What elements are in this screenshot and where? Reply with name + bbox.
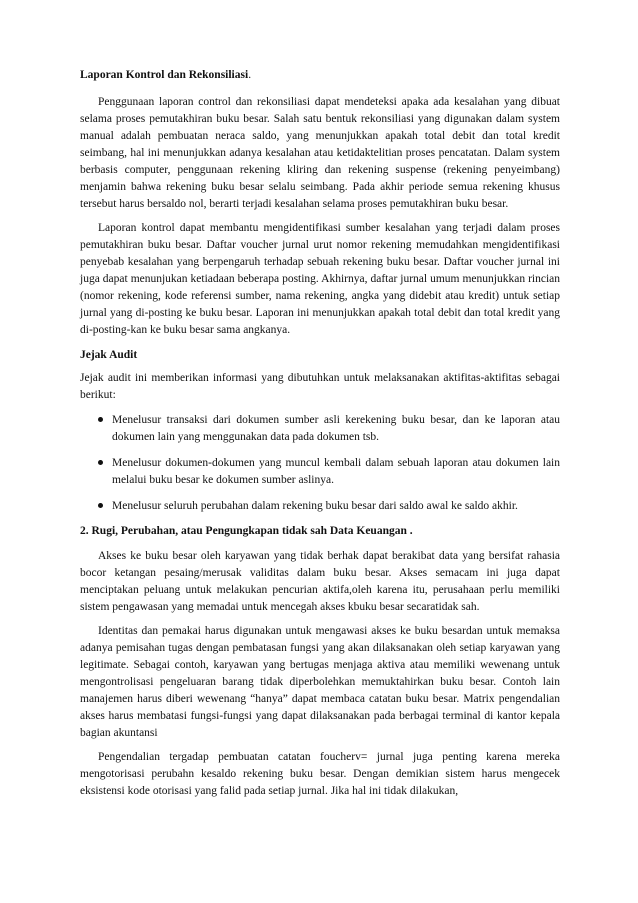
section-heading-rugi-perubahan: 2. Rugi, Perubahan, atau Pengungkapan tidak sah Data Keuangan . — [80, 525, 413, 537]
heading-period: . — [248, 69, 252, 81]
list-item-text: Menelusur seluruh perubahan dalam rekening buku besar dari saldo awal ke saldo akhir. — [112, 500, 518, 512]
bullet-icon — [98, 503, 103, 508]
section-heading-jejak-audit: Jejak Audit — [80, 349, 138, 361]
list-item — [80, 412, 560, 446]
paragraph: Penggunaan laporan control dan rekonsiliasi dapat mendeteksi apaka ada kesalahan yang dibuat selama proses pemutakhiran buku besar. Salah satu bentuk rekonsiliasi yang digunakan dalam system manual adalah pembuatan neraca saldo, yang menunjukkan apakah total debit dan total kredit seimbang, hal ini menunjukkan adanya kesalahan atau ketidaktelitian proses pencatatan. Dalam system berbasis computer, penggunaan rekening kliring dan rekening suspense (rekening penyeimbang) menjamin bahwa rekening buku besar selalu seimbang. Pada akhir periode semua rekening khusus tersebut harus bersaldo nol, berarti terjadi kesalahan selama proses pemutakhiran buku besar. — [80, 96, 560, 210]
paragraph: Jejak audit ini memberikan informasi yang dibutuhkan untuk melaksanakan aktifitas-aktifitas sebagai berikut: — [80, 372, 560, 401]
bullet-list — [80, 412, 560, 515]
heading-text: Laporan Kontrol dan Rekonsiliasi — [80, 69, 249, 81]
paragraph: Identitas dan pemakai harus digunakan untuk mengawasi akses ke buku besardan untuk memaksa adanya pemisahan tugas dengan pembatasan fungsi yang akan dilaksanakan oleh setiap karyawan yang legitimate. Sebagai contoh, karyawan yang bertugas menjaga aktiva atau memiliki wewenang untuk mengontrolisasi pengeluaran barang tidak diperbolehkan memuktahirkan buku besar. Contoh lain manajemen harus diberi wewenang “hanya” dapat membaca catatan buku besar. Matrix pengendalian akses harus membatasi fungsi-fungsi yang dapat dilaksanakan pada berbagai terminal di kantor kepala bagian akuntansi — [80, 625, 560, 739]
bullet-icon — [98, 460, 103, 465]
paragraph: Pengendalian tergadap pembuatan catatan foucherv= jurnal juga penting karena mereka mengotorisasi perubahn kesaldo rekening buku besar. Dengan demikian sistem harus mengecek eksistensi kode otorisasi yang falid pada setiap jurnal. Jika hal ini tidak dilakukan, — [80, 751, 560, 797]
list-item-text: Menelusur dokumen-dokumen yang muncul kembali dalam sebuah laporan atau dokumen lain melalui buku besar ke dokumen sumber aslinya. — [112, 457, 560, 486]
list-item — [80, 498, 560, 515]
paragraph: Akses ke buku besar oleh karyawan yang tidak berhak dapat berakibat data yang bersifat rahasia bocor ketangan pesaing/merusak validitas dalam buku besar. Akses semacam ini juga dapat menciptakan peluang untuk melakukan pencurian aktifa,oleh karena itu, perusahaan perlu memiliki sistem pengawasan yang memadai untuk mencegah akses kbuku besar secaratidak sah. — [80, 550, 560, 613]
section-heading-laporan-kontrol — [80, 67, 560, 84]
list-item — [80, 455, 560, 489]
list-item-text: Menelusur transaksi dari dokumen sumber asli kerekening buku besar, dan ke laporan atau dokumen lain yang menggunakan data pada dokumen tsb. — [112, 414, 560, 443]
bullet-icon — [98, 417, 103, 422]
paragraph: Laporan kontrol dapat membantu mengidentifikasi sumber kesalahan yang terjadi dalam proses pemutakhiran buku besar. Daftar voucher jurnal urut nomor rekening memudahkan mengidentifikasi penyebab kesalahan yang berpengaruh terhadap sebuah rekening buku besar. Daftar voucher jurnal ini juga dapat menunjukan ketiadaan beberapa posting. Akhirnya, daftar jurnal umum menunjukkan rincian (nomor rekening, kode referensi sumber, nama rekening, angka yang didebit atau kredit) untuk setiap jurnal yang di-posting ke buku besar. Laporan ini menunjukkan apakah total debit dan total kredit yang di-posting-kan ke buku besar sama angkanya. — [80, 222, 560, 336]
document-body — [80, 67, 560, 800]
